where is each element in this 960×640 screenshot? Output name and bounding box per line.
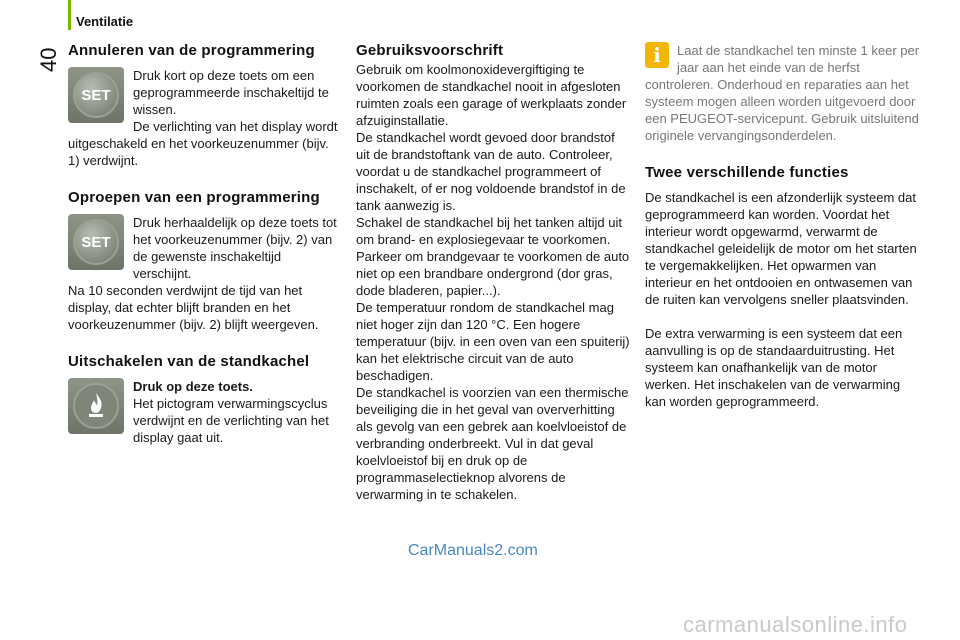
uitschakelen-bold-text: Druk op deze toets. [133,379,253,394]
watermark-carmanualsonline: carmanualsonline.info [683,612,908,637]
oproepen-block [68,189,343,333]
uitschakelen-heading: Uitschakelen van de standkachel [68,353,310,370]
column-left [68,42,343,466]
annuleren-text: Druk kort op deze toets om een geprogrammeerde inschakeltijd te wissen. De verlichting van het display wordt uitgeschakeld en het voorkeuzenummer (bijv. 1) verdwijnt. [68,68,338,168]
info-icon [645,42,669,68]
oproepen-heading: Oproepen van een programmering [68,189,320,206]
set-button-image [68,214,124,270]
uitschakelen-text: Het pictogram verwarmingscyclus verdwijnt en de verlichting van het display gaat uit. [133,396,329,445]
annuleren-block [68,42,343,169]
section-title: Ventilatie [76,14,134,29]
heater-button-image [68,378,124,434]
gebruiksvoorschrift-text: Gebruik om koolmonoxidevergiftiging te voorkomen de standkachel nooit in afgesloten ruimten zoals een garage of werkplaats zonder afzuiginstallatie. De standkachel wordt gevoed door brandstof uit de brandstoftank van de auto. Controleer, voordat u de standkachel programmeert of inschakelt, of er nog voldoende brandstof in de tank aanwezig is. Schakel de standkachel bij het tanken altijd uit om brand- en explosiegevaar te voorkomen. Parkeer om brandgevaar te voorkomen de auto niet op een brandbare ondergrond (dor gras, dode bladeren, papier...). De temperatuur rondom de standkachel mag niet hoger zijn dan 120 °C. Een hogere temperatuur (bijv. in een oven van een spuiterij) kan het elektrische circuit van de auto beschadigen. De standkachel is voorzien van een thermische beveiliging die in het geval van oververhitting als gevolg van een gebrek aan koelvloeistof de verbranding onderbreekt. Vul in dat geval koelvloeistof bij en druk op de programmaselectieknop alvorens de verwarming in te schakelen. [356,62,630,502]
annuleren-heading: Annuleren van de programmering [68,42,315,59]
section-accent-bar [68,0,71,30]
oproepen-text: Druk herhaaldelijk op deze toets tot het voorkeuzenummer (bijv. 2) van de gewenste inschakeltijd verschijnt. Na 10 seconden verdwijnt de tijd van het display, dat echter blijft branden en het voorkeuzenummer (bijv. 2) blijft weergeven. [68,215,337,332]
column-middle [356,42,631,503]
info-icon-glyph: i [653,43,661,67]
info-text: Laat de standkachel ten minste 1 keer per jaar aan het einde van de herfst controleren. Onderhoud en reparaties aan het systeem mogen alleen worden uitgevoerd door een PEUGEOT-servicepunt. Gebruik uitsluitend originele vervangingsonderdelen. [645,43,920,143]
set-icon: SET [73,72,119,118]
functies-text-1: De standkachel is een afzonderlijk systeem dat geprogrammeerd kan worden. Voordat het interieur wordt opgewarmd, verwarmt de standkachel geleidelijk de motor om het starten te vergemakkelijken. Het opwarmen van interieur en het ontdooien en ontwasemen van de ruiten kan vervolgens sneller plaatsvinden. [645,190,917,307]
page-number: 40 [36,47,61,72]
heater-flame-icon [73,383,119,429]
column-right [645,42,920,430]
functies-block [645,164,920,410]
functies-heading: Twee verschillende functies [645,164,849,181]
info-note [645,42,920,144]
functies-text-2: De extra verwarming is een systeem dat een aanvulling is op de standaarduitrusting. Het systeem kan onafhankelijk van de motor werken. Het inschakelen van de verwarming kan worden geprogrammeerd. [645,326,903,409]
uitschakelen-block [68,353,343,446]
set-icon: SET [73,219,119,265]
watermark-carmanuals2: CarManuals2.com [408,542,538,559]
set-button-image [68,67,124,123]
gebruiksvoorschrift-heading: Gebruiksvoorschrift [356,42,504,59]
